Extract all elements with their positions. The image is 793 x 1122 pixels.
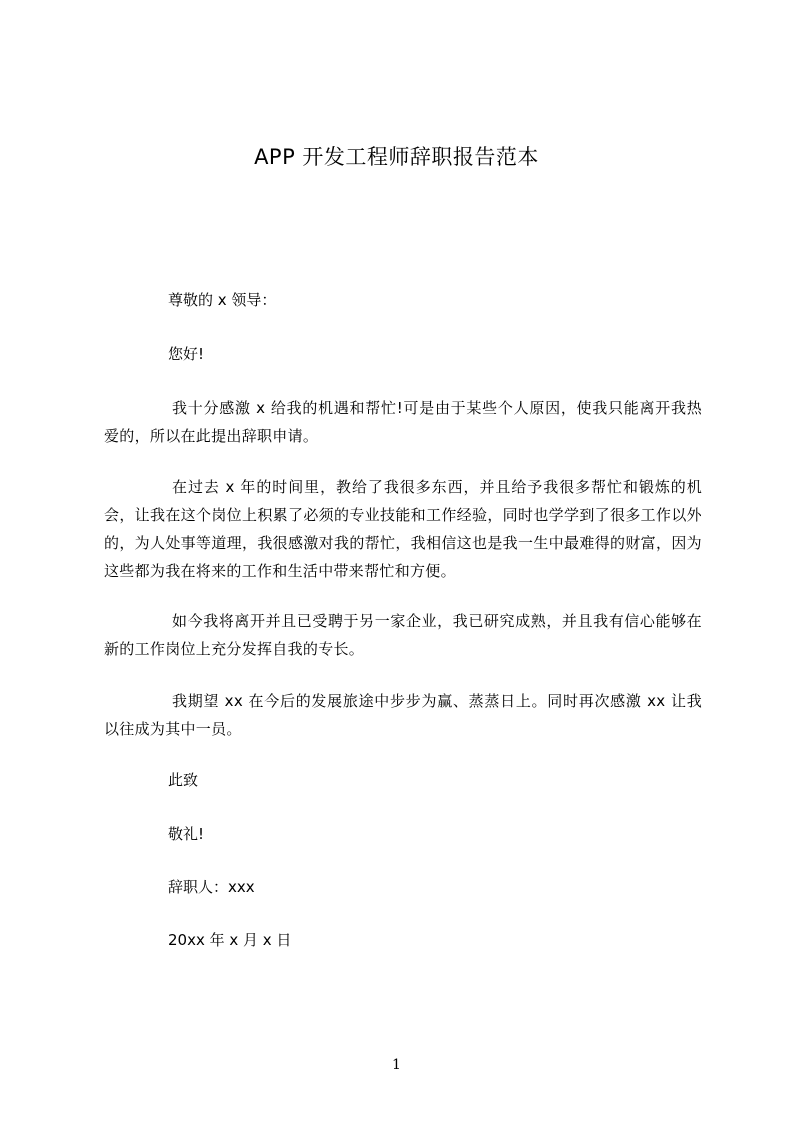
date: 20xx 年 x 月 x 日	[168, 931, 292, 949]
page-number: 1	[392, 1057, 401, 1073]
closing-line-2: 敬礼!	[168, 825, 205, 843]
greeting: 您好!	[168, 345, 205, 363]
paragraph-experience: 在过去 x 年的时间里，教给了我很多东西，并且给予我很多帮忙和锻炼的机会，让我在这个岗位上积累了必须的专业技能和工作经验，同时也学学到了很多工作以外的，为人处事等道理，我很感激对我的帮忙，我相信这也是我一生中最难得的财富，因为这些都为我在将来的工作和生活中带来帮忙和方便。	[104, 478, 702, 580]
paragraph-gratitude: 我十分感激 x 给我的机遇和帮忙!可是由于某些个人原因，使我只能离开我热爱的，所以在此提出辞职申请。	[104, 399, 702, 445]
document-title: APP 开发工程师辞职报告范本	[254, 145, 539, 169]
signature: 辞职人：xxx	[168, 878, 255, 896]
paragraph-new-job: 如今我将离开并且已受聘于另一家企业，我已研究成熟，并且我有信心能够在新的工作岗位上充分发挥自我的专长。	[104, 612, 702, 658]
closing-line-1: 此致	[168, 771, 199, 789]
salutation: 尊敬的 x 领导：	[168, 291, 277, 309]
paragraph-wishes: 我期望 xx 在今后的发展旅途中步步为赢、蒸蒸日上。同时再次感激 xx 让我以往成为其中一员。	[104, 692, 702, 738]
